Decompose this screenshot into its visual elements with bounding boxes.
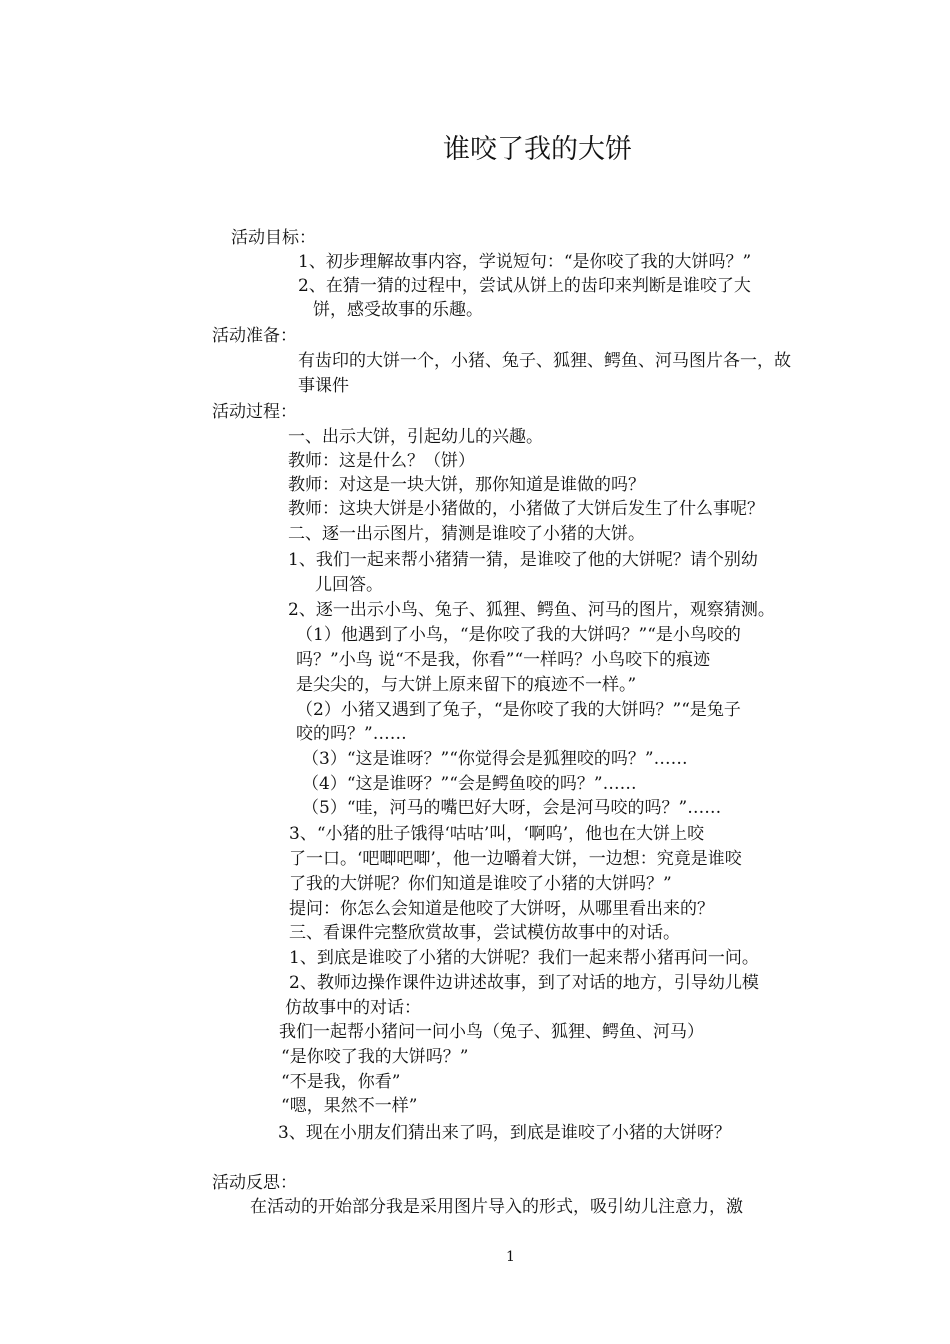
page-number: 1 [506, 1249, 515, 1265]
text-line: 是尖尖的，与大饼上原来留下的痕迹不一样。” [296, 675, 637, 695]
text-line: 2、在猜一猜的过程中，尝试从饼上的齿印来判断是谁咬了大 [298, 276, 751, 296]
text-line: 在活动的开始部分我是采用图片导入的形式，吸引幼儿注意力，激 [250, 1197, 743, 1217]
text-line: 一、出示大饼，引起幼儿的兴趣。 [288, 427, 543, 447]
text-line: 饼，感受故事的乐趣。 [313, 300, 483, 320]
text-line: 三、看课件完整欣赏故事，尝试模仿故事中的对话。 [289, 923, 680, 943]
text-line: 教师：对这是一块大饼，那你知道是谁做的吗？ [288, 475, 645, 495]
text-line: 二、逐一出示图片，猜测是谁咬了小猪的大饼。 [288, 524, 645, 544]
text-line: 1、我们一起来帮小猪猜一猜，是谁咬了他的大饼呢？请个别幼 [288, 550, 758, 570]
text-line: （2）小猪又遇到了兔子，“是你咬了我的大饼吗？”“是兔子 [296, 700, 741, 720]
text-line: 我们一起帮小猪问一问小鸟（兔子、狐狸、鳄鱼、河马） [279, 1022, 704, 1042]
section-heading-process: 活动过程： [212, 402, 297, 422]
text-line: 提问：你怎么会知道是他咬了大饼呀，从哪里看出来的？ [289, 899, 714, 919]
text-line: 3、现在小朋友们猜出来了吗，到底是谁咬了小猪的大饼呀？ [278, 1123, 731, 1143]
section-heading-reflection: 活动反思： [212, 1173, 297, 1193]
text-line: “是你咬了我的大饼吗？” [281, 1047, 469, 1067]
text-line: 了一口。‘吧唧吧唧’，他一边嚼着大饼，一边想：究竟是谁咬 [289, 849, 742, 869]
text-line: 3、“小猪的肚子饿得‘咕咕’叫，‘啊呜’，他也在大饼上咬 [289, 824, 705, 844]
text-line: 事课件 [298, 376, 349, 396]
text-line: （1）他遇到了小鸟，“是你咬了我的大饼吗？”“是小鸟咬的 [296, 625, 741, 645]
text-line: 儿回答。 [315, 575, 383, 595]
text-line: 仿故事中的对话： [285, 998, 421, 1018]
text-line: 1、到底是谁咬了小猪的大饼呢？我们一起来帮小猪再问一问。 [289, 948, 759, 968]
text-line: 吗？”小鸟 说“不是我，你看”“一样吗？小鸟咬下的痕迹 [296, 650, 711, 670]
text-line: 了我的大饼呢？你们知道是谁咬了小猪的大饼吗？” [289, 874, 672, 894]
text-line: 2、教师边操作课件边讲述故事，到了对话的地方，引导幼儿模 [289, 973, 759, 993]
text-line: 有齿印的大饼一个，小猪、兔子、狐狸、鳄鱼、河马图片各一，故 [298, 351, 791, 371]
text-line: 2、逐一出示小鸟、兔子、狐狸、鳄鱼、河马的图片，观察猜测。 [288, 600, 775, 620]
section-heading-goal: 活动目标： [231, 228, 316, 248]
text-line: 1、初步理解故事内容，学说短句：“是你咬了我的大饼吗？” [298, 252, 752, 272]
text-line: （3）“这是谁呀？”“你觉得会是狐狸咬的吗？”…… [302, 749, 688, 769]
text-line: （5）“哇，河马的嘴巴好大呀，会是河马咬的吗？”…… [302, 798, 722, 818]
text-line: “不是我，你看” [281, 1072, 401, 1092]
text-line: 教师：这块大饼是小猪做的，小猪做了大饼后发生了什么事呢？ [288, 499, 764, 519]
text-line: 咬的吗？”…… [296, 724, 407, 744]
text-line: “嗯，果然不一样” [281, 1096, 418, 1116]
section-heading-prep: 活动准备： [212, 326, 297, 346]
text-line: 教师：这是什么？（饼） [288, 451, 475, 471]
text-line: （4）“这是谁呀？”“会是鳄鱼咬的吗？”…… [302, 774, 637, 794]
document-title: 谁咬了我的大饼 [443, 134, 632, 165]
